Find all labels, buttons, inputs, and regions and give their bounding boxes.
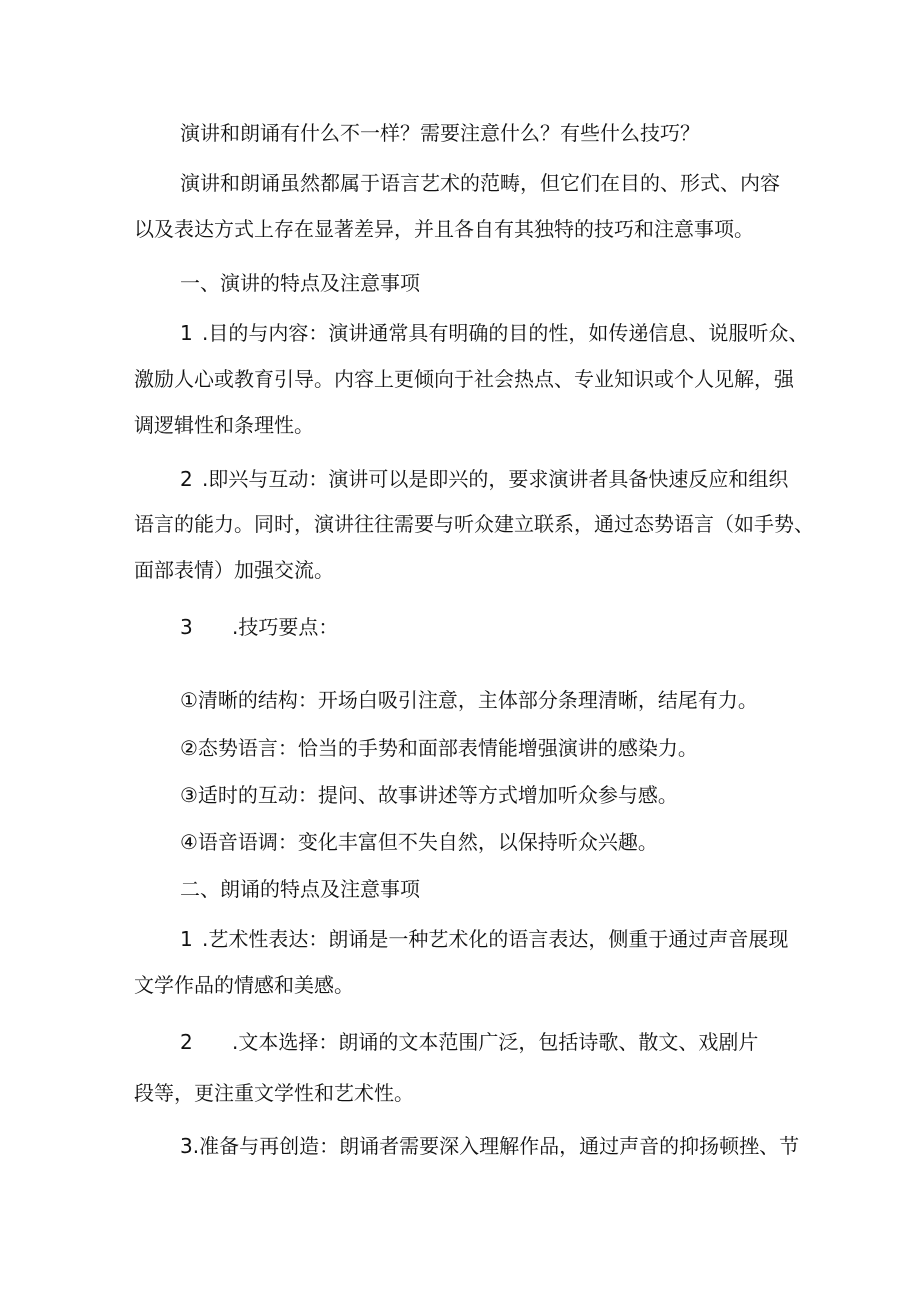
section2-item1-line-1: .艺术性表达：朗诵是一种艺术化的语言表达，侧重于通过声音展现 (202, 927, 789, 951)
section1-item3-number: 3 (180, 615, 193, 639)
intro-line-1: 演讲和朗诵虽然都属于语言艺术的范畴，但它们在目的、形式、内容 (180, 171, 780, 195)
section1-item2-line-1: .即兴与互动：演讲可以是即兴的，要求演讲者具备快速反应和组织 (202, 467, 789, 491)
section2-heading: 二、朗诵的特点及注意事项 (180, 877, 420, 901)
section1-item2-first-line (180, 464, 788, 494)
section1-heading: 一、演讲的特点及注意事项 (180, 271, 420, 295)
section2-item1-first-line (180, 924, 788, 954)
section2-item2-line-1: .文本选择：朗诵的文本范围广泛，包括诗歌、散文、戏剧片 (232, 1030, 759, 1054)
tip-structure: ①清晰的结构：开场白吸引注意，主体部分条理清晰，结尾有力。 (180, 688, 758, 712)
section1-item2-line-3: 面部表情）加强交流。 (134, 558, 334, 582)
section2-item2-first-line (180, 1027, 758, 1057)
tip-intonation: ④语音语调：变化丰富但不失自然，以保持听众兴趣。 (180, 830, 658, 854)
section1-item1-line-1: .目的与内容：演讲通常具有明确的目的性，如传递信息、说服听众、 (202, 321, 809, 345)
section1-item3-line (180, 612, 338, 642)
intro-line-2: 以及表达方式上存在显著差异，并且各自有其独特的技巧和注意事项。 (134, 217, 754, 241)
section2-item2-line-2: 段等，更注重文学性和艺术性。 (134, 1081, 414, 1105)
section1-item1-line-2: 激励人心或教育引导。内容上更倾向于社会热点、专业知识或个人见解，强 (134, 367, 794, 391)
section2-item2-number: 2 (180, 1030, 193, 1054)
section2-item1-line-2: 文学作品的情感和美感。 (134, 973, 354, 997)
tip-interaction: ③适时的互动：提问、故事讲述等方式增加听众参与感。 (180, 783, 678, 807)
section1-item1-line-3: 调逻辑性和条理性。 (134, 413, 314, 437)
tip-body-language: ②态势语言：恰当的手势和面部表情能增强演讲的感染力。 (180, 736, 698, 760)
section1-item1-number: 1 (180, 321, 193, 345)
section1-item1-first-line (180, 318, 808, 348)
section1-item3-text: .技巧要点： (232, 615, 339, 639)
document-title: 演讲和朗诵有什么不一样？需要注意什么？有些什么技巧？ (180, 121, 700, 145)
section2-item1-number: 1 (180, 927, 193, 951)
section2-item3-line: 3.准备与再创造：朗诵者需要深入理解作品，通过声音的抑扬顿挫、节 (180, 1134, 800, 1158)
section1-item2-number: 2 (180, 467, 193, 491)
section1-item2-line-2: 语言的能力。同时，演讲往往需要与听众建立联系，通过态势语言（如手势、 (134, 512, 814, 536)
